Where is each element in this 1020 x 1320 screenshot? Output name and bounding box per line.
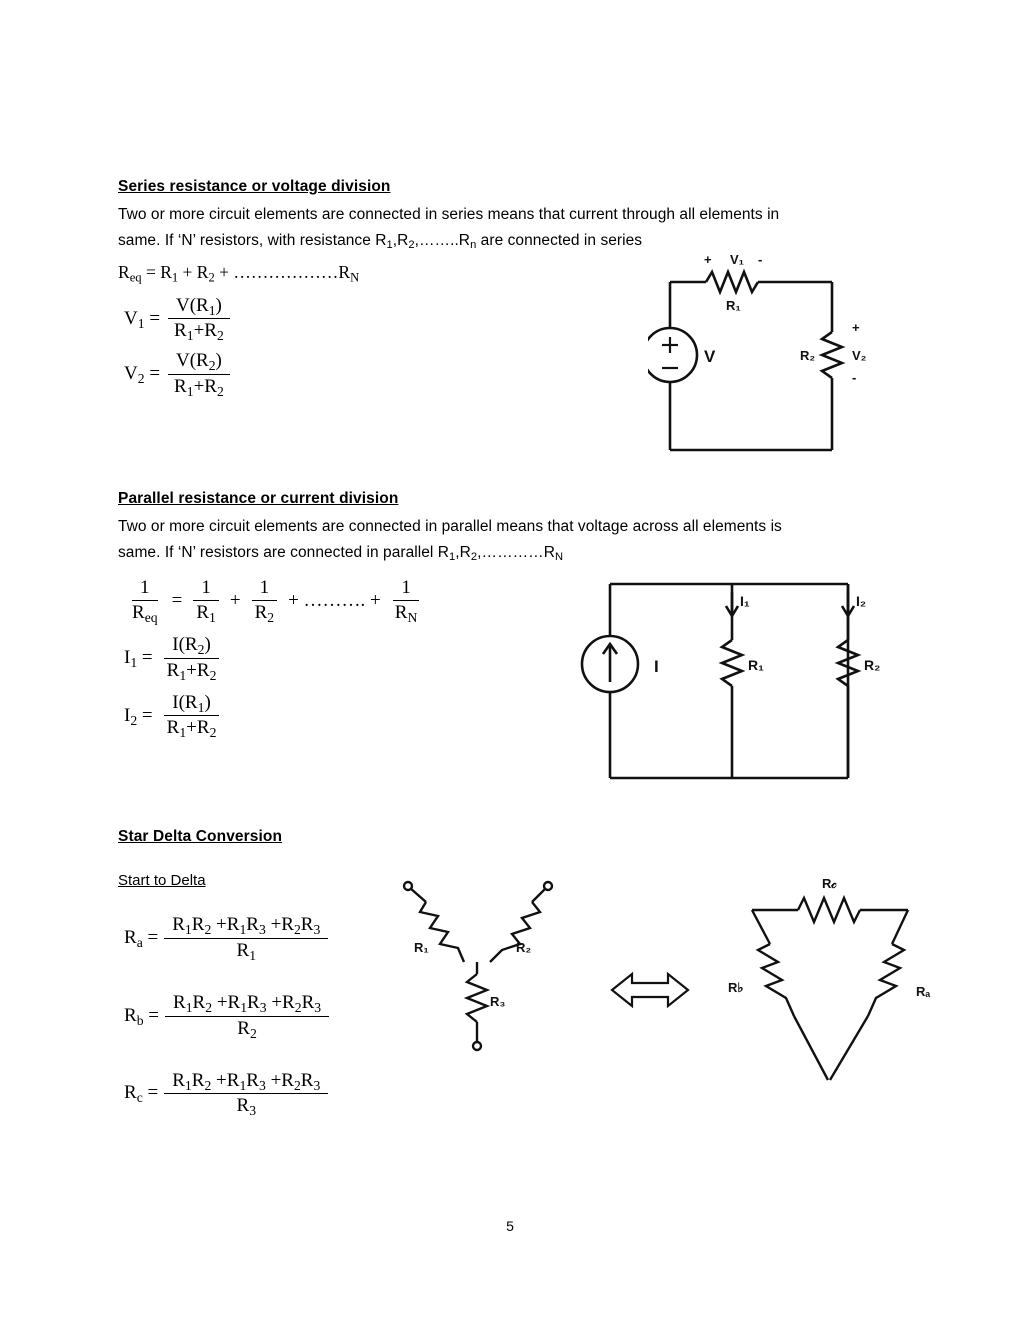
v1-label: V bbox=[124, 307, 138, 329]
series-paragraph-line2a: same. If ‘N’ resistors, with resistance R bbox=[118, 231, 387, 249]
i2-den-a: R bbox=[166, 717, 180, 739]
series-v1-label: V₁ bbox=[730, 252, 745, 267]
formula-rc-lhs bbox=[124, 1083, 158, 1105]
i1-denominator bbox=[159, 659, 225, 683]
req-t3-den-r: R bbox=[394, 601, 408, 623]
rc-den-sub: 3 bbox=[249, 1103, 257, 1119]
v1-fraction bbox=[166, 296, 232, 344]
req-t3-sub: N bbox=[407, 609, 418, 625]
v2-den-sub2: 2 bbox=[216, 384, 224, 400]
rb-den-r: R bbox=[237, 1017, 250, 1039]
star-r1-label: R₁ bbox=[414, 940, 429, 955]
parallel-r2-label: R₂ bbox=[864, 657, 880, 673]
series-sub-n: n bbox=[470, 238, 477, 251]
series-source-label: V bbox=[704, 347, 716, 366]
v2-den-sub1: 1 bbox=[186, 384, 194, 400]
rc-denominator bbox=[229, 1094, 265, 1118]
v1-num-sub: 1 bbox=[208, 302, 216, 318]
v2-label: V bbox=[124, 363, 138, 385]
v1-denominator bbox=[166, 319, 232, 343]
series-minus-top: - bbox=[758, 252, 763, 267]
i1-label-sub: 1 bbox=[130, 654, 138, 670]
v2-numerator bbox=[168, 351, 230, 375]
series-paragraph-line1: Two or more circuit elements are connected in series means that current through all elements in bbox=[118, 206, 780, 223]
ra-denominator bbox=[229, 939, 265, 963]
v1-den-op: +R bbox=[193, 320, 217, 342]
formula-ra-lhs bbox=[124, 928, 158, 950]
req-t2-num: 1 bbox=[252, 578, 278, 601]
v1-den-sub2: 2 bbox=[216, 328, 224, 344]
i2-label-sub: 2 bbox=[130, 712, 138, 728]
v2-den-op: +R bbox=[193, 376, 217, 398]
req-t3-den bbox=[387, 601, 426, 625]
delta-rc-label: R𝒸 bbox=[822, 876, 837, 891]
parallel-i2-label: I₂ bbox=[856, 593, 867, 609]
i1-den-sub2: 2 bbox=[209, 667, 217, 683]
i2-denominator bbox=[159, 716, 225, 740]
ra-den-r: R bbox=[236, 939, 250, 961]
parallel-paragraph-line2b: ,R bbox=[455, 543, 471, 561]
v2-den-a: R bbox=[174, 376, 187, 398]
series-circuit-svg bbox=[648, 250, 908, 470]
parallel-paragraph-line2c: ,…………R bbox=[477, 543, 555, 561]
req-den-r: R bbox=[132, 601, 145, 623]
req-sub-2: 2 bbox=[208, 270, 215, 285]
i2-den-op: +R bbox=[186, 717, 210, 739]
ra-den-sub: 1 bbox=[249, 947, 257, 963]
series-minus-right: - bbox=[852, 370, 857, 385]
page-number: 5 bbox=[506, 1218, 514, 1234]
series-paragraph-line2b: ,R bbox=[392, 231, 409, 249]
series-r1-label: R₁ bbox=[726, 298, 741, 313]
i1-den-sub1: 1 bbox=[179, 667, 187, 683]
req-t1-den-r: R bbox=[196, 601, 209, 623]
req-den-sub: eq bbox=[144, 609, 158, 625]
rc-label: R bbox=[124, 1082, 137, 1104]
delta-ra-label: Rₐ bbox=[916, 984, 931, 999]
req-t1-sub: 1 bbox=[209, 609, 216, 625]
i1-den-op: +R bbox=[186, 659, 210, 681]
rb-numerator: $R_1R_2 +R_1R_3 +R_2R_3$ bbox=[165, 993, 329, 1017]
i1-den-a: R bbox=[166, 659, 180, 681]
req-eq-sub: eq bbox=[129, 270, 142, 285]
req-term2 bbox=[247, 578, 283, 625]
parallel-section-heading: Parallel resistance or current division bbox=[118, 490, 399, 507]
parallel-sub-1: 1 bbox=[449, 550, 456, 563]
i1-num-tail: ) bbox=[204, 633, 211, 655]
i1-numerator bbox=[164, 635, 219, 659]
i1-num-text: I(R bbox=[172, 633, 198, 655]
parallel-sub-2: 2 bbox=[470, 550, 478, 563]
v2-label-sub: 2 bbox=[137, 371, 145, 387]
star-r2-label: R₂ bbox=[516, 940, 532, 955]
parallel-circuit-svg bbox=[580, 566, 880, 796]
req-num: 1 bbox=[132, 578, 158, 601]
rc-numerator: $R_1R_2 +R_1R_3 +R_2R_3$ bbox=[164, 1071, 328, 1095]
rc-label-sub: c bbox=[136, 1090, 143, 1106]
req-term3 bbox=[387, 578, 426, 625]
req-t3-num: 1 bbox=[393, 578, 419, 601]
i2-num-text: I(R bbox=[172, 691, 198, 713]
ra-fraction bbox=[164, 915, 328, 963]
series-v2-label: V₂ bbox=[852, 348, 867, 363]
star-delta-figure bbox=[380, 870, 1000, 1125]
delta-network bbox=[752, 898, 908, 1080]
i2-den-sub2: 2 bbox=[209, 725, 217, 741]
req-plus: + R bbox=[178, 262, 209, 283]
series-section-heading: Series resistance or voltage division bbox=[118, 178, 391, 195]
req-t2-den-r: R bbox=[254, 601, 268, 623]
req-t1-num: 1 bbox=[193, 578, 219, 601]
v1-den-a: R bbox=[174, 320, 187, 342]
i1-equals: = bbox=[141, 646, 153, 668]
parallel-i1-label: I₁ bbox=[740, 593, 750, 609]
parallel-source-label: I bbox=[654, 657, 659, 676]
v2-num-text: V(R bbox=[175, 350, 209, 372]
series-r2-label: R₂ bbox=[800, 348, 816, 363]
parallel-r1-label: R₁ bbox=[748, 657, 764, 673]
rc-den-r: R bbox=[236, 1095, 250, 1117]
i1-fraction bbox=[159, 635, 225, 683]
series-plus-right: + bbox=[852, 320, 860, 335]
v1-num-tail: ) bbox=[215, 294, 222, 316]
star-network bbox=[404, 882, 552, 1050]
star-delta-svg bbox=[380, 870, 1000, 1120]
rc-equals: = bbox=[147, 1082, 159, 1104]
formula-i1-lhs bbox=[124, 648, 153, 670]
v1-den-sub1: 1 bbox=[186, 328, 194, 344]
v2-equals: = bbox=[149, 363, 161, 385]
series-paragraph bbox=[118, 202, 918, 254]
delta-rb-label: R♭ bbox=[728, 980, 744, 995]
formula-v2-lhs bbox=[124, 364, 160, 386]
parallel-paragraph bbox=[118, 514, 918, 566]
rb-label-sub: b bbox=[136, 1012, 144, 1028]
v2-num-tail: ) bbox=[215, 350, 222, 372]
formula-rb-lhs bbox=[124, 1006, 159, 1028]
conversion-arrow-icon bbox=[612, 974, 688, 1006]
req-r: R bbox=[118, 262, 130, 283]
v2-denominator bbox=[166, 375, 232, 399]
i1-num-sub: 2 bbox=[197, 641, 205, 657]
i2-equals: = bbox=[141, 704, 153, 726]
ra-label: R bbox=[124, 926, 137, 948]
rb-label: R bbox=[124, 1004, 137, 1026]
req-fraction bbox=[124, 578, 166, 625]
parallel-circuit-figure bbox=[580, 566, 880, 801]
rb-denominator bbox=[229, 1017, 265, 1041]
req-equals: = bbox=[171, 590, 183, 612]
rb-equals: = bbox=[148, 1004, 159, 1026]
req-plus-2: + ………. + bbox=[288, 590, 381, 612]
parallel-paragraph-line2a: same. If ‘N’ resistors are connected in parallel R bbox=[118, 543, 450, 561]
i2-num-tail: ) bbox=[204, 691, 211, 713]
i1-label: I bbox=[124, 646, 131, 668]
v1-num-text: V(R bbox=[175, 294, 209, 316]
series-sub-1: 1 bbox=[386, 238, 393, 251]
star-to-delta-subheading: Start to Delta bbox=[118, 872, 206, 889]
req-t2-den bbox=[247, 601, 283, 625]
i2-numerator bbox=[164, 693, 219, 717]
formula-i2-lhs bbox=[124, 706, 153, 728]
i2-num-sub: 1 bbox=[197, 699, 205, 715]
series-circuit-figure bbox=[648, 250, 908, 475]
req-den bbox=[124, 601, 166, 625]
v2-num-sub: 2 bbox=[208, 358, 216, 374]
req-term1 bbox=[188, 578, 224, 625]
rc-fraction bbox=[164, 1071, 328, 1119]
v1-equals: = bbox=[149, 307, 161, 329]
star-delta-heading: Star Delta Conversion bbox=[118, 828, 283, 845]
v2-fraction bbox=[166, 351, 232, 399]
parallel-paragraph-line1: Two or more circuit elements are connected in parallel means that voltage across all elements is bbox=[118, 518, 782, 535]
i2-den-sub1: 1 bbox=[179, 725, 187, 741]
ra-numerator: $R_1R_2 +R_1R_3 +R_2R_3$ bbox=[164, 915, 328, 939]
series-plus-top: + bbox=[704, 252, 712, 267]
series-sub-2: 2 bbox=[408, 238, 415, 251]
rb-fraction bbox=[165, 993, 329, 1041]
v1-numerator bbox=[168, 296, 230, 320]
i2-label: I bbox=[124, 704, 131, 726]
star-r3-label: R₃ bbox=[490, 994, 506, 1009]
req-tail: + ………………R bbox=[214, 262, 351, 283]
req-t1-den bbox=[188, 601, 224, 625]
i2-fraction bbox=[159, 693, 225, 741]
parallel-sub-n: N bbox=[554, 550, 564, 563]
ra-equals: = bbox=[147, 926, 159, 948]
ra-label-sub: a bbox=[136, 934, 143, 950]
req-t2-sub: 2 bbox=[267, 609, 275, 625]
v1-label-sub: 1 bbox=[137, 315, 145, 331]
req-sub-n: N bbox=[350, 270, 360, 285]
series-paragraph-line2d: are connected in series bbox=[476, 231, 643, 249]
req-plus-1: + bbox=[229, 590, 241, 612]
rb-den-sub: 2 bbox=[249, 1025, 257, 1041]
req-sub-1: 1 bbox=[171, 270, 179, 285]
formula-v1-lhs bbox=[124, 309, 160, 331]
series-paragraph-line2c: ,……..R bbox=[414, 231, 471, 249]
req-rest: = R bbox=[141, 262, 172, 283]
